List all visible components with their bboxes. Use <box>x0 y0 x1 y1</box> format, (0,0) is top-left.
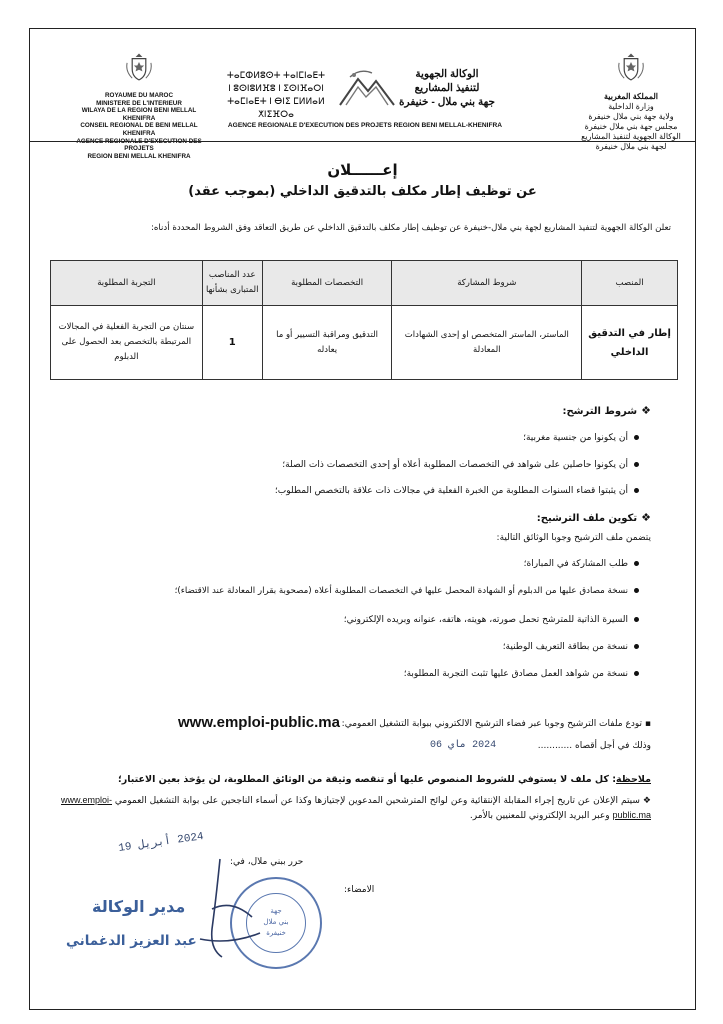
latin-line: CONSEIL REGIONAL DE BENI MELLAL KHENIFRA <box>80 122 198 137</box>
note: ملاحظة: كل ملف لا يستوفي للشروط المنصوص عليها أو تنقصه وثيقة من الوثائق المطلوبة، لن يؤخذ بعين الاعتبار؛ <box>117 774 651 785</box>
list-item: نسخة مصادق عليها من الدبلوم أو الشهادة المحصل عليها في التخصصات المطلوبة أعلاه (مصحوبة بقرار المعادلة عند الاقتضاء)؛ <box>175 586 639 596</box>
table-header-cell: التخصصات المطلوبة <box>262 261 392 306</box>
announcement-paragraph: ❖ سيتم الإعلان عن تاريخ إجراء المقابلة الإنتقائية وعن لوائح المترشحين المدعوين لإجتيازها وكذا عن أسماء الناجحين على بوابة التشغيل العمومي www.emploi-public.ma وعبر البريد الإلكتروني للمعنيين بالأمر. <box>61 795 651 821</box>
table-cell: إطار في التدقيق الداخلي <box>582 306 678 380</box>
header-left-block <box>70 51 208 160</box>
bullet-icon <box>634 588 639 593</box>
table-row <box>51 306 678 380</box>
right-arabic-line: لجهة بني ملال خنيفرة <box>595 142 667 151</box>
submission-url[interactable]: www.emploi-public.ma <box>178 714 340 731</box>
deadline-label: وذلك في أجل أقصاه ............ <box>537 741 651 751</box>
list-item: أن يكونوا حاصلين على شواهد في التخصصات المطلوبة أعلاه أو إحدى التخصصات ذات الصلة؛ <box>282 460 639 470</box>
header-divider <box>30 141 695 142</box>
positions-table <box>50 260 678 380</box>
agency-arabic-line: لتنفيذ المشاريع <box>414 82 480 94</box>
agency-arabic-line: الوكالة الجهوية <box>415 68 479 80</box>
royal-emblem-icon <box>614 51 648 85</box>
latin-line: WILAYA DE LA REGION BENI MELLAL KHENIFRA <box>81 107 197 122</box>
tifinagh-line: ⵜⴰⵎⵏⴰⴹⵜ ⵏ ⴱⵏⵉ ⵎⵍⵍⴰⵍ ⵅⵏⵉⴼⵔⴰ <box>227 96 325 119</box>
right-arabic-line: ولاية جهة بني ملال خنيفرة <box>588 112 674 121</box>
header-right-block <box>576 51 686 152</box>
bullet-icon <box>634 435 639 440</box>
tifinagh-line: ⵏ ⵓⵙⵏⵓⵍⴼⵓ ⵏ ⵉⵙⵏⴼⴰⵔⵏ <box>228 83 324 93</box>
right-arabic-line: وزارة الداخلية <box>608 102 654 111</box>
bullet-icon <box>634 561 639 566</box>
tifinagh-block <box>216 69 336 121</box>
latin-line: REGION BENI MELLAL KHENIFRA <box>87 152 191 160</box>
bullet-icon <box>634 488 639 493</box>
document-page <box>29 28 696 1010</box>
list-item: طلب المشاركة في المباراة؛ <box>524 559 639 569</box>
latin-line: ROYAUME DU MAROC <box>105 92 173 99</box>
list-item: أن يثبتوا قضاء السنوات المطلوبة من الخبرة الفعلية في مجالات ذات علاقة بالتخصص المطلوب؛ <box>275 486 639 496</box>
signatory-name: عبد العزيز الدغماني <box>66 933 197 949</box>
right-arabic-line: المملكة المغربية <box>604 92 658 101</box>
intro-paragraph: تعلن الوكالة الجهوية لتنفيذ المشاريع لجهة بني ملال-خنيفرة عن توظيف إطار مكلف بالتدقيق الداخلي عن طريق التعاقد وفق الشروط المحددة أدناه: <box>150 223 671 233</box>
bullet-icon <box>634 671 639 676</box>
diamond-bullet-icon: ❖ <box>641 404 651 417</box>
table-header-cell: عدد المناصب المتبارى بشأنها <box>202 261 262 306</box>
bullet-icon <box>634 462 639 467</box>
place-label: حرر ببني ملال، في: <box>230 857 304 867</box>
list-item: السيرة الذاتية للمترشح تحمل صورته، هويته، هاتفه، عنوانه وبريده الإلكتروني؛ <box>344 615 639 625</box>
signature-date: 2024 أبريل 19 <box>117 831 205 855</box>
table-header-cell: التجربة المطلوبة <box>51 261 203 306</box>
small-bullet-icon: ▪ <box>642 719 651 729</box>
table-cell: سنتان من التجربة الفعلية في المجالات المرتبطة بالتخصص بعد الحصول على الدبلوم <box>51 306 203 380</box>
bullet-icon <box>634 644 639 649</box>
latin-line: AGENCE REGIONALE D'EXECUTION DES PROJETS <box>76 137 202 153</box>
table-header-row <box>51 261 678 306</box>
agency-logo-icon <box>336 65 398 111</box>
agency-french-name: AGENCE REGIONALE D'EXECUTION DES PROJETS REGION BENI MELLAL-KHENIFRA <box>227 122 503 129</box>
list-item: نسخة من بطاقة التعريف الوطنية؛ <box>503 642 639 652</box>
right-arabic-line: مجلس جهة بني ملال خنيفرة <box>584 122 678 131</box>
right-arabic-line: الوكالة الجهوية لتنفيذ المشاريع <box>581 132 681 141</box>
signatory-title: مدير الوكالة <box>92 897 186 916</box>
diamond-bullet-icon: ❖ <box>641 511 651 524</box>
diamond-bullet-icon: ❖ <box>639 796 651 806</box>
table-cell: التدقيق ومراقبة التسيير أو ما يعادله <box>262 306 392 380</box>
deadline-date: 2024 ماي 06 <box>430 740 497 751</box>
table-header-cell: شروط المشاركة <box>392 261 582 306</box>
submission-text: ▪ تودع ملفات الترشيح وجوبا عبر فضاء الترشيح الالكتروني ببوابة التشغيل العمومي: <box>341 719 651 729</box>
letterhead <box>30 29 695 160</box>
signature-label: الامضاء: <box>344 885 375 895</box>
royal-emblem-icon <box>122 51 156 85</box>
agency-stamp: جهة بني ملال خنيفرة <box>230 877 322 969</box>
list-item: أن يكونوا من جنسية مغربية؛ <box>523 433 639 443</box>
page-title: إعــــــلان <box>327 161 398 179</box>
table-cell: الماستر، الماستر المتخصص او إحدى الشهادات المعادلة <box>392 306 582 380</box>
handwritten-signature-icon <box>180 849 270 969</box>
bullet-icon <box>634 617 639 622</box>
page-subtitle: عن توظيف إطار مكلف بالتدقيق الداخلي (بموجب عقد) <box>188 184 537 199</box>
conditions-heading: ❖شروط الترشح: <box>562 404 651 417</box>
announcement-url[interactable]: www.emploi-public.ma <box>61 795 651 820</box>
tifinagh-line: ⵜⴰⵎⵀⵍⵓⵙⵜ ⵜⴰⵏⵎⵏⴰⴹⵜ <box>226 70 326 80</box>
file-heading: ❖تكوين ملف الترشيح: <box>536 511 651 524</box>
latin-line: MINISTERE DE L'INTERIEUR <box>96 99 182 107</box>
table-cell: 1 <box>202 306 262 380</box>
table-header-cell: المنصب <box>582 261 678 306</box>
agency-arabic-line: جهة بني ملال - خنيفرة <box>399 96 495 108</box>
list-item: نسخة من شواهد العمل مصادق عليها تثبت التجربة المطلوبة؛ <box>404 669 639 679</box>
file-lead: يتضمن ملف الترشيح وجوبا الوثائق التالية: <box>496 533 651 543</box>
agency-arabic-block <box>398 67 496 109</box>
